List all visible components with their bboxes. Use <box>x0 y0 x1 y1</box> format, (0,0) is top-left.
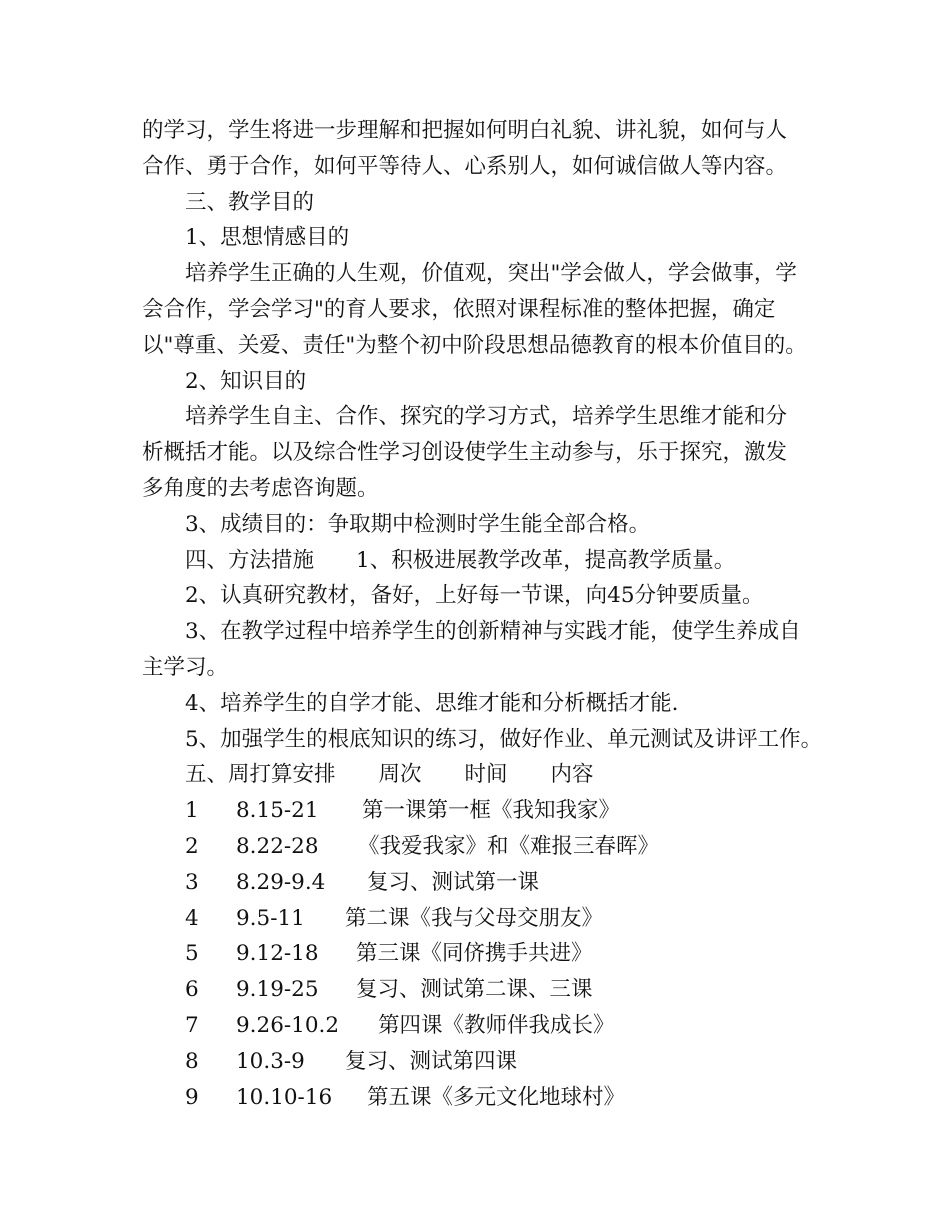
week-content: 第五课《多元文化地球村》 <box>367 1084 626 1110</box>
week-dates: 9.26-10.2 <box>236 1012 340 1038</box>
method-item-continuation: 主学习。 <box>142 654 229 680</box>
schedule-row <box>142 793 818 829</box>
column-header-time: 时间 <box>464 762 508 788</box>
week-content: 第三课《同侪携手共进》 <box>356 941 593 967</box>
schedule-row <box>142 829 818 865</box>
paragraph-line: 的学习，学生将进一步理解和把握如何明白礼貌、讲礼貌，如何与人 <box>142 118 788 143</box>
schedule-row <box>142 936 818 972</box>
week-dates: 8.22-28 <box>236 833 319 859</box>
column-header-week: 周次 <box>378 762 422 788</box>
week-content: 第四课《教师伴我成长》 <box>378 1012 615 1038</box>
week-dates: 8.29-9.4 <box>236 869 326 895</box>
column-header-content: 内容 <box>550 762 594 788</box>
week-number: 4 <box>185 905 199 931</box>
schedule-row <box>142 972 818 1008</box>
paragraph-line: 合作、勇于合作，如何平等待人、心系别人，如何诚信做人等内容。 <box>142 153 788 179</box>
week-content: 复习、测试第二课、三课 <box>356 977 593 1003</box>
paragraph-line: 以"尊重、关爱、责任"为整个初中阶段思想品德教育的根本价值目的。 <box>142 332 807 358</box>
paragraph-line: 多角度的去考虑咨询题。 <box>142 475 379 501</box>
week-content: 第一课第一框《我知我家》 <box>362 798 621 824</box>
week-content: 《我爱我家》和《难报三春晖》 <box>358 833 660 859</box>
week-number: 1 <box>185 798 199 824</box>
method-item: 1、积极进展教学改革，提高教学质量。 <box>356 547 736 573</box>
method-item: 5、加强学生的根底知识的练习，做好作业、单元测试及讲评工作。 <box>185 726 823 752</box>
section-five-heading: 五、周打算安排 <box>185 762 336 788</box>
week-number: 6 <box>185 977 199 1003</box>
week-content: 第二课《我与父母交朋友》 <box>345 905 604 931</box>
week-dates: 10.10-16 <box>236 1084 333 1110</box>
paragraph-line: 培养学生自主、合作、探究的学习方式，培养学生思维才能和分 <box>185 404 788 430</box>
document-body <box>142 113 823 1115</box>
week-number: 5 <box>185 941 199 967</box>
schedule-header <box>142 757 818 793</box>
paragraph-line: 培养学生正确的人生观，价值观，突出"学会做人，学会做事，学 <box>185 261 797 287</box>
method-item: 4、培养学生的自学才能、思维才能和分析概括才能. <box>185 690 679 716</box>
section-four-heading: 四、方法措施 <box>185 547 315 573</box>
schedule-row <box>142 865 818 901</box>
method-item: 3、在教学过程中培养学生的创新精神与实践才能，使学生养成自 <box>185 619 801 645</box>
paragraph-line: 析概括才能。以及综合性学习创设使学生主动参与，乐于探究，激发 <box>142 440 788 466</box>
week-dates: 8.15-21 <box>236 798 319 824</box>
week-dates: 10.3-9 <box>236 1048 305 1074</box>
week-number: 3 <box>185 869 199 895</box>
subsection-heading: 2、知识目的 <box>185 368 307 394</box>
week-content: 复习、测试第一课 <box>367 869 540 895</box>
schedule-row <box>142 901 818 937</box>
section-three-heading: 三、教学目的 <box>185 189 315 215</box>
week-dates: 9.19-25 <box>236 977 319 1003</box>
week-dates: 9.5-11 <box>236 905 305 931</box>
schedule-row <box>142 1008 818 1044</box>
paragraph-line: 会合作，学会学习"的育人要求，依照对课程标准的整体把握，确定 <box>142 296 776 322</box>
subsection-heading: 1、思想情感目的 <box>185 225 350 251</box>
week-content: 复习、测试第四课 <box>345 1048 518 1074</box>
subsection-heading: 3、成绩目的：争取期中检测时学生能全部合格。 <box>185 511 651 537</box>
week-number: 2 <box>185 833 199 859</box>
week-number: 8 <box>185 1048 199 1074</box>
week-dates: 9.12-18 <box>236 941 319 967</box>
method-item: 2、认真研究教材，备好，上好每一节课，向45分钟要质量。 <box>185 583 764 609</box>
schedule-row <box>142 1044 818 1080</box>
week-number: 7 <box>185 1012 199 1038</box>
schedule-row <box>142 1080 818 1116</box>
section-four-heading-row <box>142 543 818 579</box>
week-number: 9 <box>185 1084 199 1110</box>
